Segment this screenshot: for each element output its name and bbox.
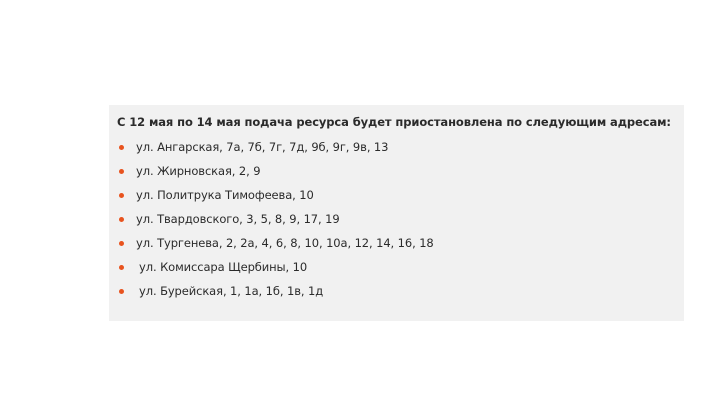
- list-item: [117, 211, 340, 227]
- address-text: ул. Твардовского, 3, 5, 8, 9, 17, 19: [136, 212, 340, 226]
- bullet-icon: [119, 265, 124, 270]
- list-item: [117, 259, 307, 275]
- bullet-icon: [119, 193, 124, 198]
- list-item: [117, 163, 260, 179]
- list-item: [117, 235, 434, 251]
- bullet-icon: [119, 217, 124, 222]
- address-text: ул. Комиссара Щербины, 10: [139, 260, 308, 274]
- address-text: ул. Ангарская, 7а, 7б, 7г, 7д, 9б, 9г, 9в, 13: [136, 140, 389, 154]
- bullet-icon: [119, 289, 124, 294]
- bullet-icon: [119, 145, 124, 150]
- address-text: ул. Политрука Тимофеева, 10: [136, 188, 314, 202]
- address-text: ул. Жирновская, 2, 9: [136, 164, 261, 178]
- bullet-icon: [119, 169, 124, 174]
- bullet-icon: [119, 241, 124, 246]
- address-text: ул. Тургенева, 2, 2а, 4, 6, 8, 10, 10а, 12, 14, 16, 18: [136, 236, 434, 250]
- list-item: [117, 139, 388, 155]
- notice-heading: С 12 мая по 14 мая подача ресурса будет приостановлена по следующим адресам:: [117, 115, 671, 129]
- outage-notice: [109, 105, 684, 321]
- list-item: [117, 187, 314, 203]
- list-item: [117, 283, 323, 299]
- address-text: ул. Бурейская, 1, 1а, 1б, 1в, 1д: [139, 284, 324, 298]
